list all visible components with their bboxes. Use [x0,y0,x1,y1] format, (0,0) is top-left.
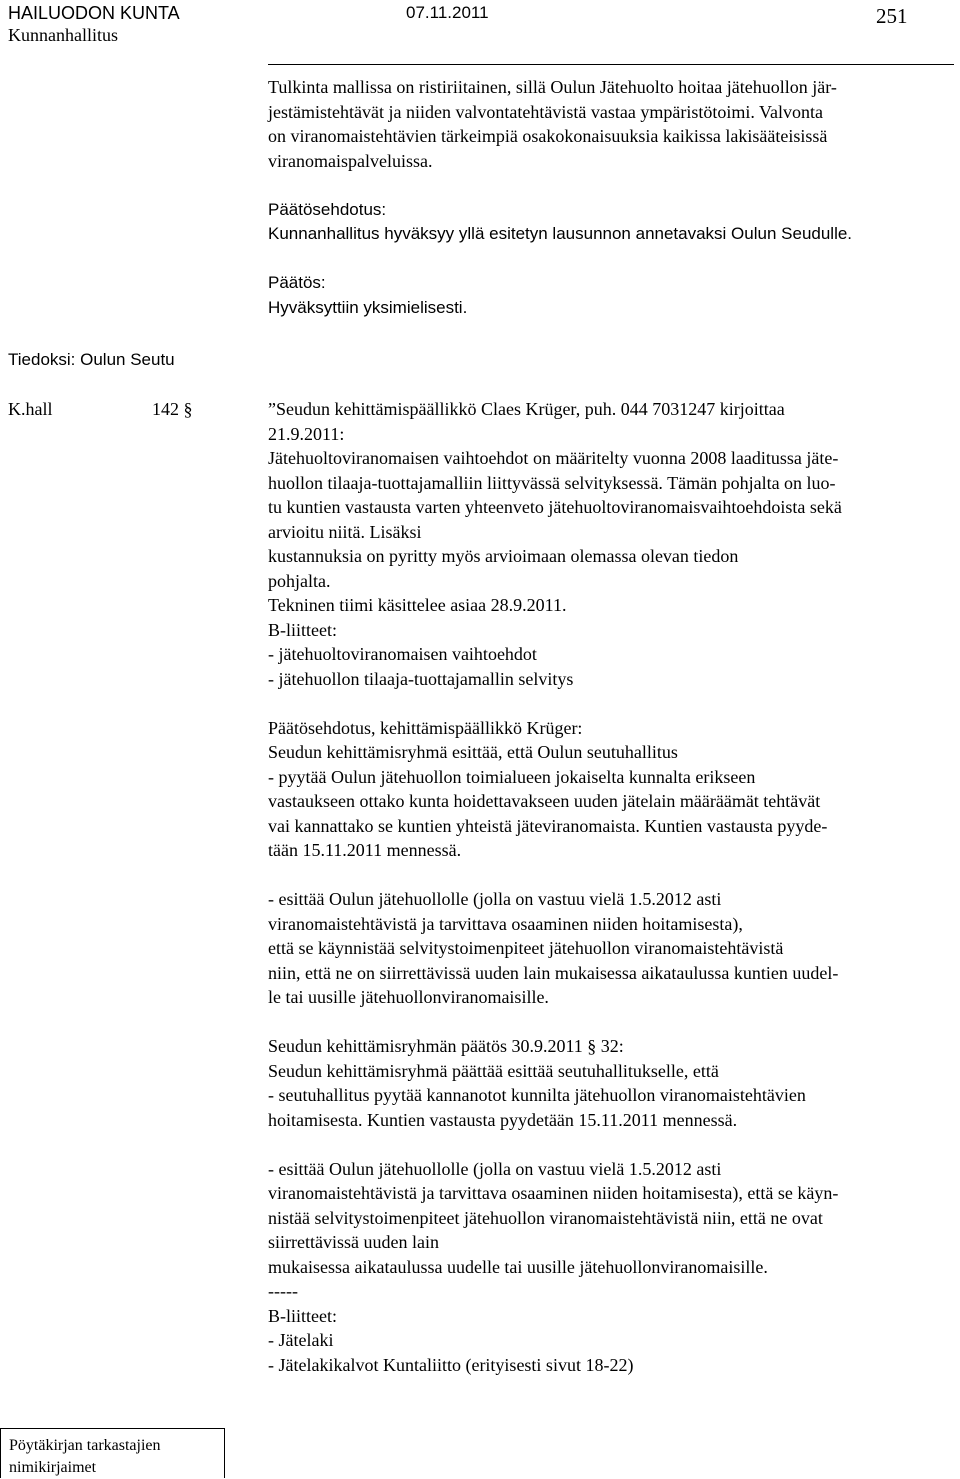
letter-line: Jätehuoltoviranomaisen vaihtoehdot on määritelty vuonna 2008 laaditussa jäte- [268,448,839,468]
attachment-item: - jätehuoltoviranomaisen vaihtoehdot [268,644,537,664]
proposal2-line: tään 15.11.2011 mennessä. [268,840,462,860]
intro-line: on viranomaistehtävien tärkeimpiä osakokonaisuuksia kaikissa lakisääteisissä [268,126,828,146]
proposal-label: Päätösehdotus: [268,199,387,219]
attachment2-item: - Jätelakikalvot Kuntaliitto (erityisesti sivut 18-22) [268,1354,634,1375]
letter-line: tu kuntien vastausta varten yhteenveto jätehuoltoviranomaisvaihtoehdoista sekä [268,497,842,517]
proposal2-line: vastaukseen ottako kunta hoidettavakseen uuden jätelain määräämät tehtävät [268,791,821,811]
proposal2-label: Päätösehdotus, kehittämispäällikkö Krüger: [268,717,583,738]
attachment2-item: - Jätelaki [268,1330,334,1350]
proposal2b-line: viranomaistehtävistä ja tarvittava osaaminen niiden hoitamisesta), [268,913,743,934]
letter-line: pohjalta. [268,570,331,591]
decision2b-line: siirrettävissä uuden lain [268,1232,439,1252]
initials-box [0,1428,225,1478]
body-name: Kunnanhallitus [8,25,118,45]
attachments-label: B-liitteet: [268,619,337,640]
main-section [268,397,954,1377]
proposal2b-line: että se käynnistää selvitystoimenpiteet jätehuollon viranomaistehtävistä [268,938,784,958]
khall-number: 142 [152,399,179,419]
decision2b-line: nistää selvitystoimenpiteet jätehuollon viranomaistehtävistä niin, että ne ovat [268,1207,823,1228]
decision2-line: Seudun kehittämisryhmän päätös 30.9.2011 § 32: [268,1036,624,1056]
attachment-item: - jätehuollon tilaaja-tuottajamallin selvitys [268,668,574,689]
tiedoksi-note: Tiedoksi: Oulun Seutu [8,350,175,369]
section-icon: § [183,399,193,419]
intro-line: jestämistehtävät ja niiden valvontatehtävistä vastaa ympäristötoimi. Valvonta [268,101,824,122]
decision2-line: - seutuhallitus pyytää kannanotot kunnilta jätehuollon viranomaistehtävien [268,1085,806,1105]
letter-line: kustannuksia on pyritty myös arvioimaan olemassa olevan tiedon [268,546,739,566]
letter-line: 21.9.2011: [268,423,345,444]
footer-line: nimikirjaimet [9,1459,97,1476]
proposal-text: Kunnanhallitus hyväksyy yllä esitetyn lausunnon annetavaksi Oulun Seudulle. [268,224,853,243]
proposal2b-line: - esittää Oulun jätehuollolle (jolla on vastuu vielä 1.5.2012 asti [268,889,722,909]
municipality-name: HAILUODON KUNTA [8,3,180,23]
proposal2b-line: niin, että ne on siirrettävissä uuden lain mukaisessa aikataulussa kuntien uudel- [268,962,839,983]
letter-line: arvioitu niitä. Lisäksi [268,521,422,542]
letter-line: Tekninen tiimi käsittelee asiaa 28.9.2011. [268,595,567,615]
decision2-line: hoitamisesta. Kuntien vastausta pyydetään 15.11.2011 mennessä. [268,1109,738,1130]
proposal2b-line: le tai uusille jätehuollonviranomaisille. [268,987,549,1007]
document-date: 07.11.2011 [406,3,489,22]
intro-line: Tulkinta mallissa on ristiriitainen, sillä Oulun Jätehuolto hoitaa jätehuollon jär- [268,77,837,97]
decision-label: Päätös: [268,273,326,292]
letter-line: huollon tilaaja-tuottajamalliin liittyvässä selvityksessä. Tämän pohjalta on luo- [268,472,836,493]
khall-label: K.hall [8,399,53,419]
decision2-line: Seudun kehittämisryhmä päättää esittää seutuhallitukselle, että [268,1060,719,1081]
header-rule [268,64,954,65]
footer-line: Pöytäkirjan tarkastajien [9,1437,161,1454]
decision2b-line: viranomaistehtävistä ja tarvittava osaaminen niiden hoitamisesta), että se käyn- [268,1183,839,1203]
upper-section [268,75,954,320]
section-number [152,397,193,421]
decision2b-line: - esittää Oulun jätehuollolle (jolla on vastuu vielä 1.5.2012 asti [268,1158,722,1179]
proposal2-line: Seudun kehittämisryhmä esittää, että Oulun seutuhallitus [268,742,678,762]
intro-line: viranomaispalveluissa. [268,150,433,171]
separator-dashes: ----- [268,1281,298,1301]
letter-line: ”Seudun kehittämispäällikkö Claes Krüger, puh. 044 7031247 kirjoittaa [268,399,785,419]
decision2b-line: mukaisessa aikataulussa uudelle tai uusille jätehuollonviranomaisille. [268,1256,768,1277]
attachments2-label: B-liitteet: [268,1305,337,1326]
proposal2-line: - pyytää Oulun jätehuollon toimialueen jokaiselta kunnalta erikseen [268,766,756,787]
decision-text: Hyväksyttiin yksimielisesti. [268,297,468,317]
page-number: 251 [876,4,908,28]
proposal2-line: vai kannattako se kuntien yhteistä jäteviranomaista. Kuntien vastausta pyyde- [268,815,828,836]
